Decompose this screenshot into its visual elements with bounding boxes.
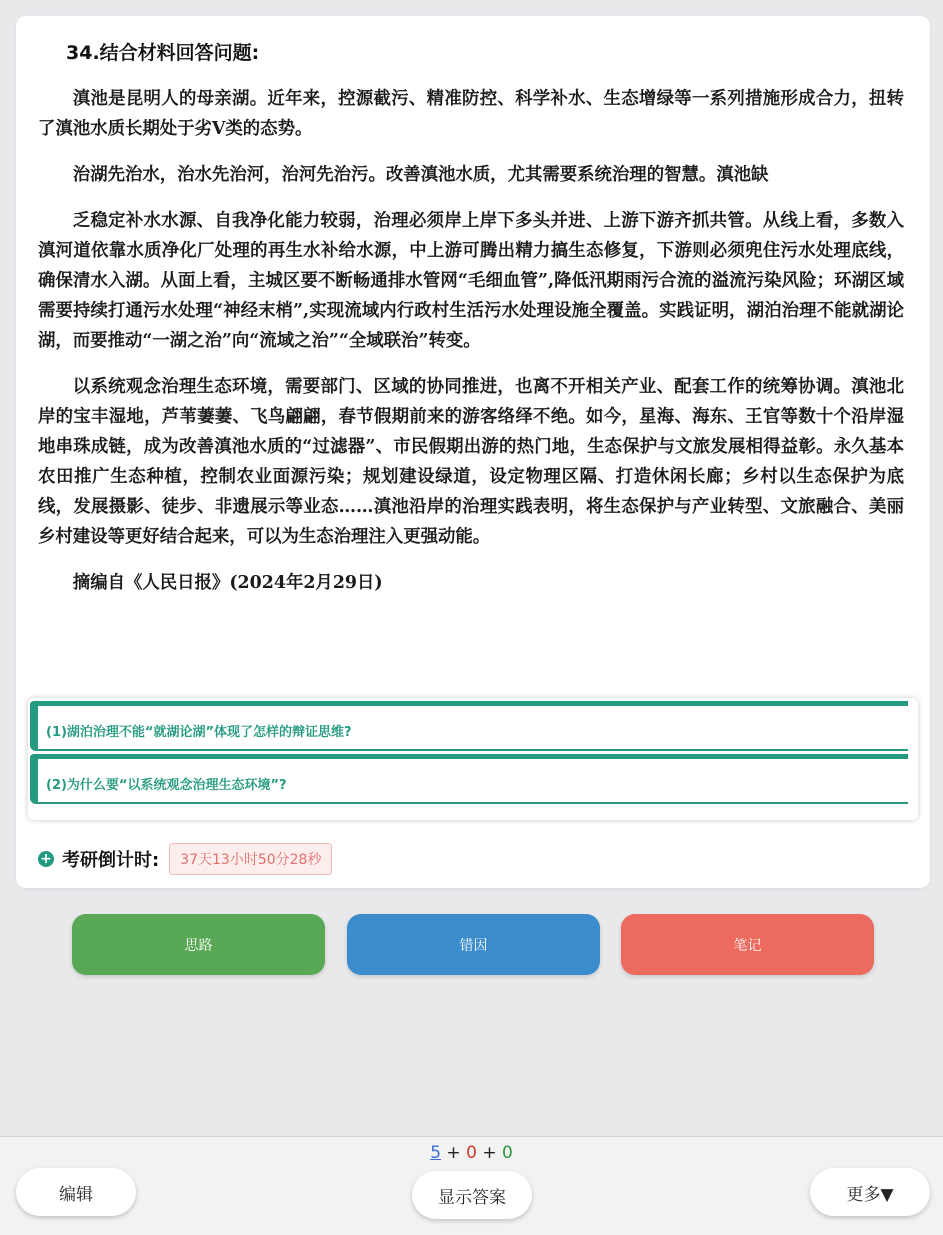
- answer-tally: [0, 1143, 943, 1163]
- sub-questions-panel: [28, 698, 918, 820]
- sub-question-1-text: (1)湖泊治理不能“就湖论湖”体现了怎样的辩证思维?: [46, 725, 352, 740]
- sub-question-1[interactable]: [30, 701, 908, 751]
- material-paragraph: 乏稳定补水水源、自我净化能力较弱，治理必须岸上岸下多头并进、上游下游齐抓共管。从线上看，多数入滇河道依靠水质净化厂处理的再生水补给水源，中上游可腾出精力搞生态修复，下游则必须兜住污水处理底线，确保清水入湖。从面上看，主城区要不断畅通排水管网“毛细血管”,降低汛期雨污合流的溢流污染风险；环湖区域需要持续打通污水处理“神经末梢”,实现流域内行政村生活污水处理设施全覆盖。实践证明，湖泊治理不能就湖论湖，而要推动“一湖之治”向“流域之治”“全域联治”转变。: [38, 211, 904, 351]
- plus-circle-icon[interactable]: +: [38, 851, 54, 867]
- bottom-toolbar: [0, 1136, 943, 1235]
- exam-countdown: [38, 844, 332, 874]
- sub-question-2[interactable]: [30, 754, 908, 804]
- note-button[interactable]: 笔记: [621, 914, 874, 975]
- material-paragraph: 以系统观念治理生态环境，需要部门、区域的协同推进，也离不开相关产业、配套工作的统筹协调。滇池北岸的宝丰湿地，芦苇萋萋、飞鸟翩翩，春节假期前来的游客络绎不绝。如今，星海、海东、王官等数十个沿岸湿地串珠成链，成为改善滇池水质的“过滤器”、市民假期出游的热门地，生态保护与文旅发展相得益彰。永久基本农田推广生态种植，控制农业面源污染；规划建设绿道，设定物理区隔、打造休闲长廊；乡村以生态保护为底线，发展摄影、徒步、非遗展示等业态……滇池沿岸的治理实践表明，将生态保护与产业转型、文旅融合、美丽乡村建设等更好结合起来，可以为生态治理注入更强动能。: [38, 377, 904, 547]
- error-cause-button[interactable]: 错因: [347, 914, 600, 975]
- tally-first[interactable]: 5: [430, 1143, 442, 1163]
- hint-button[interactable]: 思路: [72, 914, 325, 975]
- show-answer-button[interactable]: 显示答案: [412, 1171, 532, 1219]
- material-text: [38, 84, 904, 614]
- more-menu-button[interactable]: 更多▼: [810, 1168, 930, 1216]
- material-paragraph: 滇池是昆明人的母亲湖。近年来，控源截污、精准防控、科学补水、生态增绿等一系列措施形成合力，扭转了滇池水质长期处于劣V类的态势。: [38, 89, 904, 139]
- question-card: [16, 16, 930, 888]
- material-source: 摘编自《人民日报》(2024年2月29日): [72, 573, 383, 593]
- sub-question-2-text: (2)为什么要“以系统观念治理生态环境”?: [46, 778, 287, 793]
- countdown-label: 考研倒计时:: [62, 850, 160, 871]
- tally-separator: +: [482, 1143, 497, 1163]
- question-title: 34.结合材料回答问题:: [66, 42, 260, 64]
- edit-button[interactable]: 编辑: [16, 1168, 136, 1216]
- material-paragraph: 治湖先治水，治水先治河，治河先治污。改善滇池水质，尤其需要系统治理的智慧。滇池缺: [72, 165, 769, 185]
- tally-separator: +: [446, 1143, 461, 1163]
- tally-second: 0: [466, 1143, 477, 1163]
- tally-third: 0: [501, 1143, 513, 1163]
- countdown-value: 37天13小时50分28秒: [169, 843, 332, 875]
